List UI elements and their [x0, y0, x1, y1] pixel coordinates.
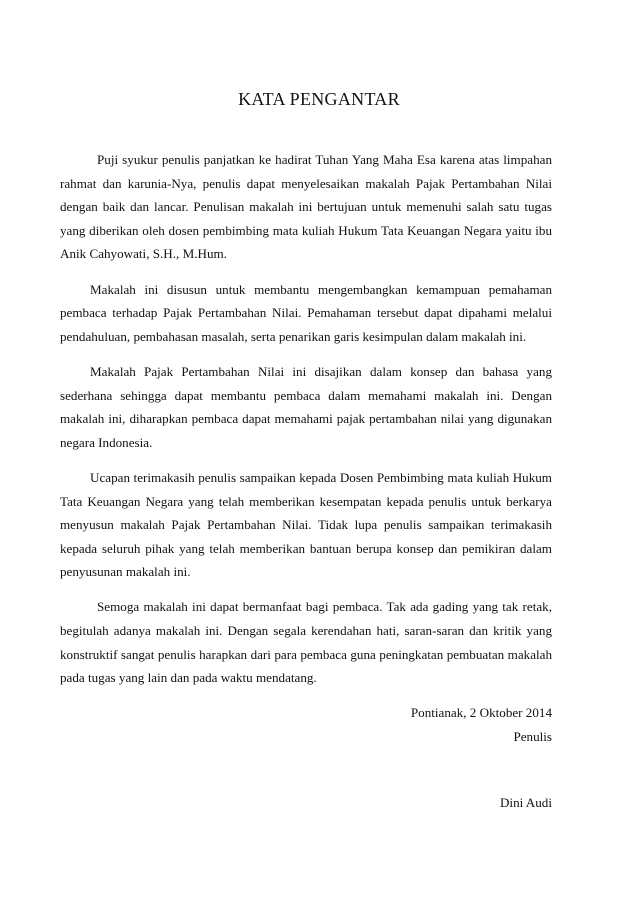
paragraph-gratitude: Puji syukur penulis panjatkan ke hadirat Tuhan Yang Maha Esa karena atas limpahan rahmat dan karunia-Nya, penulis dapat menyelesaikan makalah Pajak Pertambahan Nilai dengan baik dan lancar. Penulisan makalah ini bertujuan untuk memenuhi salah satu tugas yang diberikan oleh dosen pembimbing mata kuliah Hukum Tata Keuangan Negara yaitu ibu Anik Cahyowati, S.H., M.Hum. [60, 152, 552, 262]
paragraph-purpose: Makalah ini disusun untuk membantu mengembangkan kemampuan pemahaman pembaca terhadap Pajak Pertambahan Nilai. Pemahaman tersebut dapat dipahami melalui pendahuluan, pembahasan masalah, serta penarikan garis kesimpulan dalam makalah ini. [60, 281, 552, 344]
paragraph-thanks: Ucapan terimakasih penulis sampaikan kepada Dosen Pembimbing mata kuliah Hukum Tata Keuangan Negara yang telah memberikan kesempatan kepada penulis untuk berkarya menyusun makalah Pajak Pertambahan Nilai. Tidak lupa penulis sampaikan terimakasih kepada seluruh pihak yang telah memberikan bantuan berupa konsep dan pemikiran dalam penyusunan makalah ini. [60, 469, 552, 580]
signature-place-date: Pontianak, 2 Oktober 2014 [410, 705, 552, 720]
signature-role: Penulis [513, 729, 552, 744]
paragraph-presentation: Makalah Pajak Pertambahan Nilai ini disajikan dalam konsep dan bahasa yang sederhana sehingga dapat membantu pembaca dalam memahami makalah ini. Dengan makalah ini, diharapkan pembaca dapat memahami pajak pertambahan nilai yang digunakan negara Indonesia. [60, 363, 552, 450]
paragraph-closing: Semoga makalah ini dapat bermanfaat bagi pembaca. Tak ada gading yang tak retak, begitulah adanya makalah ini. Dengan segala kerendahan hati, saran-saran dan kritik yang konstruktif sangat penulis harapkan dari para pembaca guna peningkatan pembuatan makalah pada tugas yang lain dan pada waktu mendatang. [60, 599, 552, 686]
signature-name: Dini Audi [499, 795, 552, 810]
document-body [60, 148, 552, 701]
page-title: KATA PENGANTAR [238, 89, 400, 109]
